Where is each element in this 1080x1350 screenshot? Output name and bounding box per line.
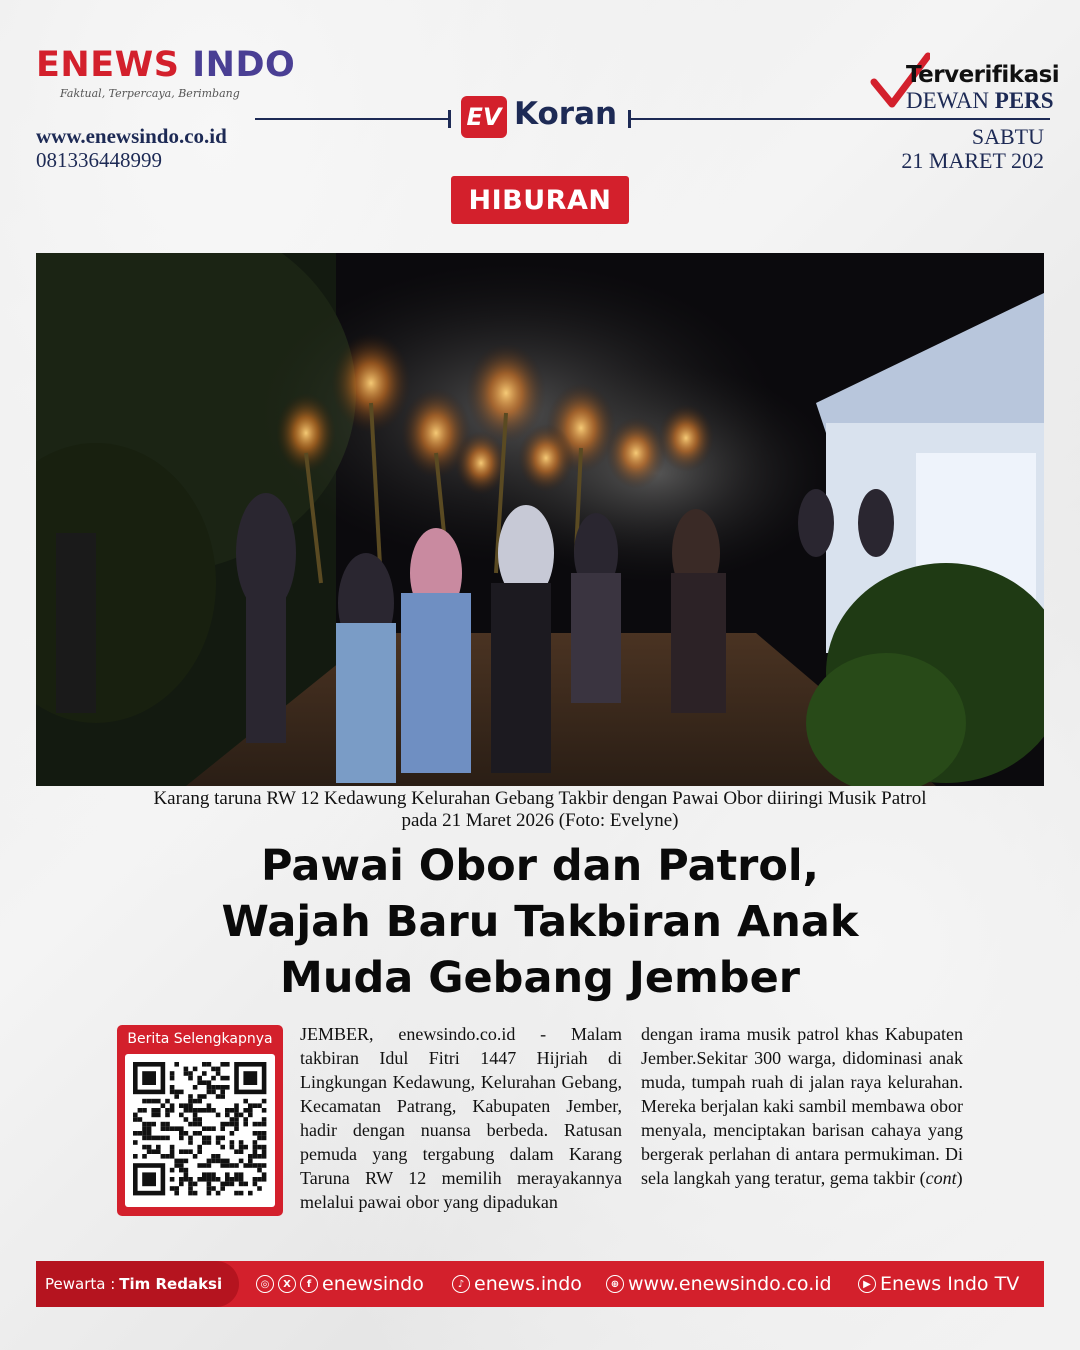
- caption-line1: Karang taruna RW 12 Kedawung Kelurahan Gebang Takbir dengan Pawai Obor diiringi Musik Patrol: [153, 788, 927, 809]
- verified-label: Terverifikasi: [906, 62, 1060, 88]
- brand-tagline: Faktual, Terpercaya, Berimbang: [60, 87, 240, 100]
- website-link[interactable]: [606, 1261, 832, 1307]
- qr-label: Berita Selengkapnya: [127, 1031, 273, 1047]
- torch-parade-photo: [36, 253, 1044, 786]
- issue-day: SABTU: [971, 124, 1044, 149]
- instagram-icon[interactable]: ◎: [256, 1275, 274, 1293]
- article-column-2-text: dengan irama musik patrol khas Kabupaten Jember.Sekitar 300 warga, didominasi anak muda, tumpah ruah di jalan raya kelurahan. Mereka berjalan kaki sambil membawa obor menyala, menciptakan barisan cahaya yang bergerak perlahan di antara permukiman. Di sela langkah yang teratur, gema takbir (: [641, 1024, 963, 1188]
- edition-label: Koran: [514, 96, 618, 132]
- article-column-1: JEMBER, enewsindo.co.id - Malam takbiran Idul Fitri 1447 Hijriah di Lingkungan Kedawung, Kelurahan Gebang, Kecamatan Patrang, Kabupaten Jember, hadir dengan nuansa berbeda. Ratusan pemuda yang tergabung dalam Karang Taruna RW 12 memilih merayakannya melalui pawai obor yang dipadukan: [300, 1024, 622, 1212]
- reporter-credit: [36, 1261, 239, 1307]
- globe-icon[interactable]: ⊕: [606, 1275, 624, 1293]
- youtube-channel[interactable]: Enews Indo TV: [880, 1273, 1020, 1295]
- press-council-word2: PERS: [994, 88, 1054, 113]
- brand-name-part2: INDO: [192, 45, 296, 85]
- tiktok-handle[interactable]: enews.indo: [474, 1273, 582, 1295]
- header-divider-tick: [628, 110, 631, 128]
- article-photo: [36, 253, 1044, 786]
- x-icon[interactable]: X: [278, 1275, 296, 1293]
- category-badge: HIBURAN: [451, 176, 629, 224]
- brand-logo: [36, 45, 296, 85]
- headline-line3: Muda Gebang Jember: [280, 953, 800, 1003]
- facebook-icon[interactable]: f: [300, 1275, 318, 1293]
- issue-date: 21 MARET 202: [901, 148, 1044, 173]
- press-council-label: [906, 88, 1054, 114]
- header-divider-tick: [448, 110, 451, 128]
- continued-marker: cont: [925, 1168, 957, 1188]
- website-url: www.enewsindo.co.id: [36, 124, 227, 148]
- social-links[interactable]: [256, 1261, 424, 1307]
- header-divider-right: [630, 118, 1050, 120]
- reporter-label: Pewarta :: [45, 1275, 116, 1293]
- reporter-name: Tim Redaksi: [119, 1275, 223, 1293]
- continued-close: ): [956, 1168, 963, 1188]
- tiktok-icon[interactable]: ♪: [452, 1275, 470, 1293]
- caption-line2: pada 21 Maret 2026 (Foto: Evelyne): [401, 810, 679, 831]
- press-council-word1: DEWAN: [906, 88, 990, 113]
- qr-card[interactable]: [117, 1025, 283, 1216]
- ev-logo-icon: EV: [461, 96, 507, 138]
- header-divider-left: [255, 118, 450, 120]
- tiktok-link[interactable]: [452, 1261, 582, 1307]
- footer-bar: [36, 1261, 1044, 1307]
- social-handle[interactable]: enewsindo: [322, 1273, 424, 1295]
- article-headline: [60, 838, 1020, 1006]
- qr-code-icon[interactable]: [125, 1054, 275, 1207]
- qr-code-pattern: [125, 1054, 275, 1207]
- youtube-link[interactable]: [858, 1261, 1019, 1307]
- headline-line1: Pawai Obor dan Patrol,: [260, 841, 819, 891]
- youtube-icon[interactable]: ▶: [858, 1275, 876, 1293]
- footer-website[interactable]: www.enewsindo.co.id: [628, 1273, 832, 1295]
- headline-line2: Wajah Baru Takbiran Anak: [221, 897, 859, 947]
- photo-caption: [36, 788, 1044, 832]
- brand-name-part1: ENEWS: [36, 45, 180, 85]
- phone-number: 081336448999: [36, 148, 162, 172]
- article-column-2: [641, 1022, 963, 1190]
